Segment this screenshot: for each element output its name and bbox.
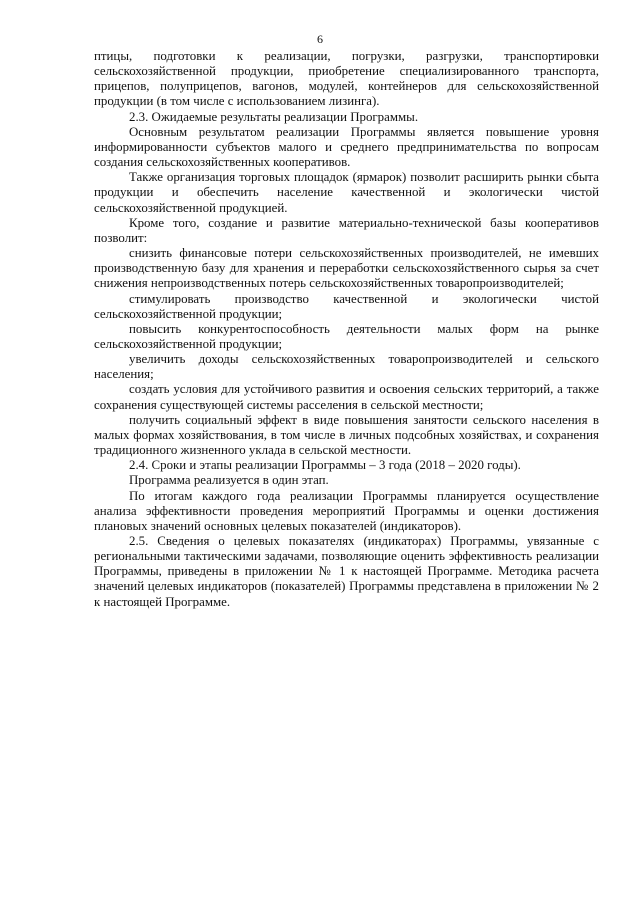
paragraph-main-result: Основным результатом реализации Программы является повышение уровня информированности субъектов малого и среднего предпринимательства по вопросам создания сельскохозяйственных кооперативов.	[94, 124, 599, 170]
list-item-stimulate-production: стимулировать производство качественной и экологически чистой сельскохозяйственной продукции;	[94, 291, 599, 321]
list-item-reduce-losses: снизить финансовые потери сельскохозяйственных производителей, не имевших производственную базу для хранения и переработки сельскохозяйственного сырья за счет снижения непроизводственных потерь сельскохозяйственных товаропроизводителей;	[94, 246, 599, 291]
list-item-rural-development: создать условия для устойчивого развития и освоения сельских территорий, а также сохранения существующей системы расселения в сельской местности;	[94, 382, 599, 412]
section-heading-timeline: 2.4. Сроки и этапы реализации Программы – 3 года (2018 – 2020 годы).	[129, 458, 521, 473]
paragraph-annual-analysis: По итогам каждого года реализации Программы планируется осуществление анализа эффективности проведения мероприятий Программы и оценки достижения плановых значений основных целевых показателей (индикаторов).	[94, 488, 599, 533]
page-number: 6	[317, 32, 323, 46]
list-item-increase-income: увеличить доходы сельскохозяйственных товаропроизводителей и сельского населения;	[94, 352, 599, 382]
list-item-competitiveness: повысить конкурентоспособность деятельности малых форм на рынке сельскохозяйственной продукции;	[94, 321, 599, 351]
paragraph-transport-continuation: птицы, подготовки к реализации, погрузки, разгрузки, транспортировки сельскохозяйственной продукции, приобретение специализированного транспорта, прицепов, полуприцепов, вагонов, модулей, контейнеров для сельскохозяйственной продукции (в том числе с использованием лизинга).	[94, 49, 599, 109]
section-heading-target-indicators: 2.5. Сведения о целевых показателях (индикаторах) Программы, увязанные с региональными тактическими задачами, позволяющие оценить эффективность реализации Программы, приведены в приложении № 1 к настоящей Программе. Методика расчета значений целевых индикаторов (показателей) Программы представлена в приложении № 2 к настоящей Программе.	[94, 534, 599, 609]
paragraph-single-stage: Программа реализуется в один этап.	[129, 473, 329, 488]
paragraph-cooperatives-intro: Кроме того, создание и развитие материально-технической базы кооперативов позволит:	[94, 215, 599, 245]
document-body	[94, 49, 599, 610]
list-item-social-effect: получить социальный эффект в виде повышения занятости сельского населения в малых формах хозяйствования, в том числе в личных подсобных хозяйствах, и сохранения традиционного жизненного уклада в сельской местности.	[94, 412, 599, 458]
paragraph-trade-platforms: Также организация торговых площадок (ярмарок) позволит расширить рынки сбыта продукции и обеспечить население качественной и экологически чистой сельскохозяйственной продукцией.	[94, 170, 599, 215]
section-heading-expected-results: 2.3. Ожидаемые результаты реализации Программы.	[129, 109, 419, 124]
